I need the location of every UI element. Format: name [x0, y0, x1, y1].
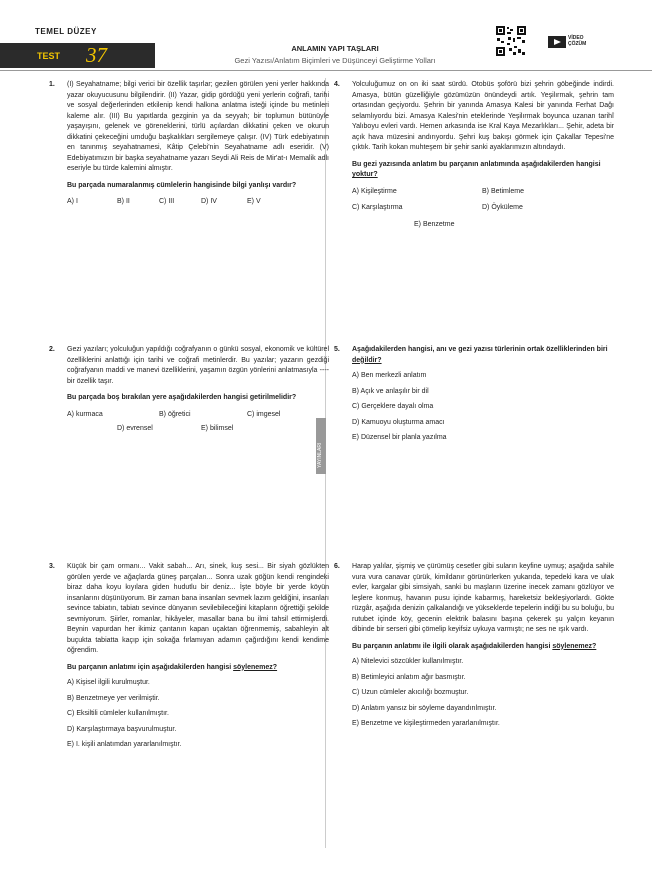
question-stem: Bu parçanın anlatımı ile ilgili olarak aşağıdakilerden hangisi söylenemez? [352, 642, 597, 650]
qr-code-icon[interactable] [495, 25, 527, 57]
option-b[interactable]: B) Betimleyici anlatım ağır basmıştır. [352, 673, 466, 681]
test-number: 37 [86, 43, 107, 67]
option-c[interactable]: C) III [159, 198, 175, 205]
question-text: Yolculuğumuz on on iki saat sürdü. Otobüs şoförü bizi şehrin göbeğinde indirdi. Amasya, bütün güzelliğiyle gözümüzün önündeydi artık. Yeşilırmak, şehrin tam ortasından geçiyordu. Şehrin bir yanında Amasya Kalesi bir yanında Ferhat Dağı selamlıyordu bizi. Amasya Kalesi'nin eteklerinde Yeşilırmak boyunca uzanan tarihî Yalıboyu evleri vardı. Hemen arkasında ise Kral Kaya Mezarlıkları... Şehir, adeta bir açık hava müzesini andırıyordu. Şehri kuş bakışı görmek için Çakallar Tepesi'ne çıktık. Tarih kokan muhteşem bir şehir sanki ayaklarımızın altındaydı. [352, 81, 614, 151]
page-subtitle: Gezi Yazısı/Anlatım Biçimleri ve Düşünceyi Geliştirme Yolları [234, 56, 436, 65]
question-number: 2. [49, 346, 55, 353]
video-solution-button[interactable] [548, 35, 587, 53]
option-b[interactable]: B) II [117, 198, 130, 205]
option-a[interactable]: A) Nitelevici sözcükler kullanılmıştır. [352, 658, 464, 665]
option-b[interactable]: B) Benzetmeye yer verilmiştir. [67, 694, 160, 702]
publisher-side-tab: YAYINLARI [316, 418, 326, 474]
options-row-1 [67, 410, 329, 421]
options [352, 371, 614, 444]
option-e[interactable]: E) bilimsel [201, 425, 234, 432]
question-text: Gezi yazıları; yolculuğun yapıldığı coğrafyanın o günkü sosyal, ekonomik ve kültürel özelliklerini anlattığı için tarihi ve coğrafi metinlerdir. Bu yazılar; yazarın gezdiği coğrafyanın maddi ve manevi özelliklerini, yaşamın özgün yönlerini anlatmasıyla ---- bir özellik taşır. [67, 346, 329, 385]
question-number: 5. [334, 346, 340, 353]
option-c[interactable]: C) Uzun cümleler akıcılığı bozmuştur. [352, 689, 469, 696]
header-divider [0, 70, 652, 71]
option-b[interactable]: B) öğretici [159, 410, 191, 418]
question-number: 4. [334, 81, 340, 88]
options-row-2 [67, 424, 329, 435]
option-a[interactable]: A) Kişisel ilgili kurulmuştur. [67, 679, 150, 686]
option-e[interactable]: E) Düzensel bir planla yazılma [352, 434, 447, 441]
question-2 [49, 345, 329, 435]
option-e[interactable]: E) Benzetme ve kişileştirmeden yararlanılmıştır. [352, 720, 500, 727]
options [352, 657, 614, 730]
option-d[interactable]: D) Karşılaştırmaya başvurulmuştur. [67, 725, 177, 733]
test-word: TEST [37, 51, 61, 61]
question-3 [49, 562, 329, 756]
option-a[interactable]: A) Kişileştirme [352, 187, 397, 195]
question-number: 1. [49, 81, 55, 88]
question-stem: Bu parçanın anlatımı için aşağıdakilerden hangisi söylenemez? [67, 663, 278, 671]
option-b[interactable]: B) Açık ve anlaşılır bir dil [352, 387, 429, 395]
question-text: Harap yalılar, şişmiş ve çürümüş cesetler gibi suların keyfine uymuş; aşağıda sahile vura vura canavar çürük, kimildanır görünürlerken yukarıda, tepedeki kara ve ulak evler, kargalar gibi simsiyah, sanki bu maşların üzerine inecek zamanı gözlüyor ve leşlere konmuş, havanın pusu içinde kabarmış, hareketsiz bekleşiyorlardı. Gökte rüzgâr, aşağıda denizin çalkalandığı ve yükseklerde tepelerin indiği bu su boluğu, bu rutubet içinde köy, gecenin elektrik balasını başına çekerek şu yalçın keyanın dibinde bir serseri gibi çömelip keyifsiz uykuya varmıştı; ne ses ne ışık vardı. [352, 563, 614, 633]
option-e[interactable]: E) I. kişili anlatımdan yararlanılmıştır. [67, 741, 182, 748]
options [67, 678, 329, 751]
play-icon [548, 36, 566, 48]
option-d[interactable]: D) Öyküleme [482, 204, 523, 211]
question-6 [334, 562, 614, 735]
option-e[interactable]: E) Benzetme [414, 220, 455, 228]
option-d[interactable]: D) IV [201, 198, 217, 205]
options [352, 187, 614, 214]
option-a[interactable]: A) Ben merkezli anlatım [352, 372, 427, 379]
video-solution-label: VİDEO ÇÖZÜM [568, 35, 587, 47]
question-stem: Aşağıdakilerden hangisi, anı ve gezi yazısı türlerinin ortak özelliklerinden biri değildir? [352, 346, 608, 364]
option-d[interactable]: D) evrensel [117, 425, 153, 432]
question-text: Küçük bir çam ormanı... Vakit sabah... Arı, sinek, kuş sesi... Bir siyah gözlükten görülen yerde ve ağaçlarda güneş parçaları... Sonra uzak göğün kendi rengindeki biraz daha koyu kıyılara giden hudutlu bir deniz... İşte böyle bir yerde köyün insanlarını düşünüyorum. Bir zaman bana insanları sevmek lazım geldiğini, insanları sevince tabiatın, tabiatı sevince dünyanın sevilebileceğini kitapların öğrettiği şekilde sevmiyorum. Şiirler, romanlar, hikâyeler, masallar bana bu ilmi tahsil ettirmişlerdi. Beynin vapurdan her ikimiz çantanın kapan uçaktan öğrenmemiş, sabahleyin alt buçukta tabiatta kaçıp için sokağa fırlamıyan adamın çağırdığını kendi kendime öğrendim. [67, 563, 329, 654]
option-c[interactable]: C) Gerçeklere dayalı olma [352, 403, 434, 410]
question-stem: Bu gezi yazısında anlatım bu parçanın anlatımında aşağıdakilerden hangisi yoktur? [352, 160, 601, 178]
question-stem: Bu parçada numaralanmış cümlelerin hangisinde bilgi yanlışı vardır? [67, 181, 297, 189]
question-5 [334, 345, 614, 449]
option-d[interactable]: D) Anlatım yansız bir söyleme dayandırılmıştır. [352, 704, 497, 712]
option-a[interactable]: A) I [67, 198, 78, 205]
option-d[interactable]: D) Kamuoyu oluşturma amacı [352, 418, 445, 426]
option-c[interactable]: C) Karşılaştırma [352, 204, 403, 211]
option-c[interactable]: C) Eksiltili cümleler kullanılmıştır. [67, 710, 169, 717]
question-text: (I) Seyahatname; bilgi verici bir özellik taşırlar; gezilen görülen yeni yerler hakkında yazar okuyucusunu bilgilendirir. (II) Yazar, gidip gördüğü yeni yerlerin coğrafi, tarihi ve sosyal değerlerinden etkilenip kendi halkına anlatma isteği içinde bu metinleri kaleme alır. (III) Bu yapıtlarda gezginin ya da seyyah; bir toplumun bütünüyle yaşayışını, gelenek ve göreneklerini, türlü açılardan dikkatini çeken ve okurun dikkatini çekeceğini umduğu başkalıkları sergilemeye çalışır. (IV) Türk edebiyatının en tanınmış seyahatnamesi, Kâtip Çelebi'nin Seyahatname adlı eseridir. (V) Edebiyatımızın bir başka seyahatname yazarı Seydi Ali Reis de Mir'at-ı Memalik adlı eseriyle bu türde kalemini almıştır. [67, 81, 329, 172]
option-e[interactable]: E) V [247, 198, 261, 205]
test-number-tab [0, 43, 155, 68]
question-1 [49, 80, 329, 208]
page-title: ANLAMIN YAPI TAŞLARI [291, 44, 379, 53]
level-label: TEMEL DÜZEY [35, 27, 97, 36]
option-a[interactable]: A) kurmaca [67, 410, 103, 418]
question-stem: Bu parçada boş bırakılan yere aşağıdakilerden hangisi getirilmelidir? [67, 394, 297, 401]
option-b[interactable]: B) Betimleme [482, 187, 525, 195]
question-number: 6. [334, 563, 340, 570]
question-number: 3. [49, 563, 55, 570]
question-4 [334, 80, 614, 230]
option-c[interactable]: C) imgesel [247, 410, 281, 418]
options [67, 197, 329, 208]
